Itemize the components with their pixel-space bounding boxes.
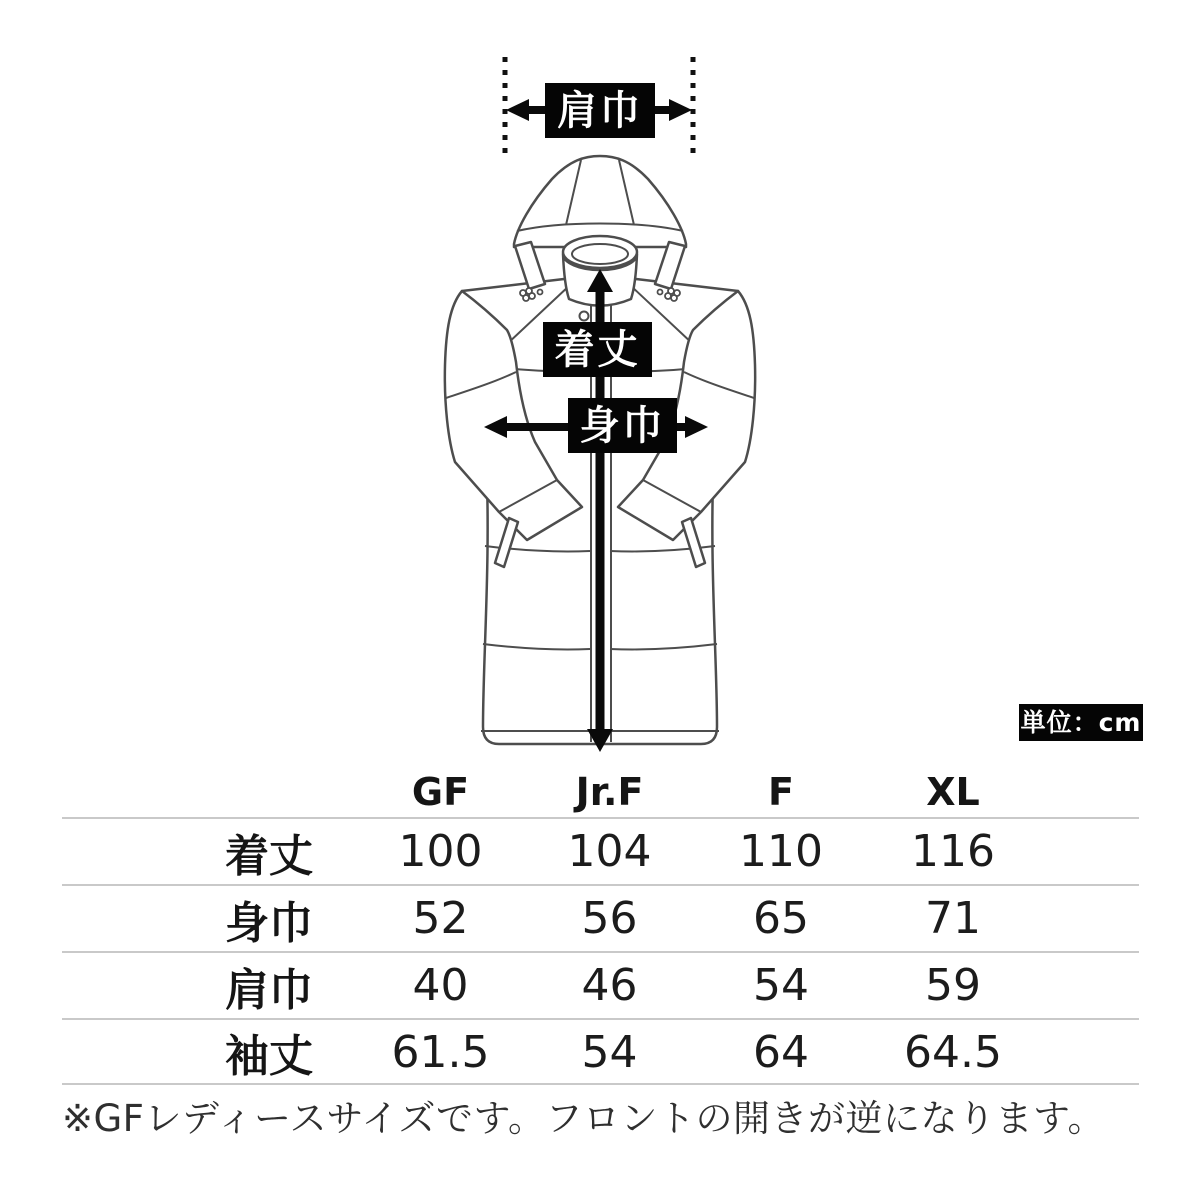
size-table <box>62 766 1139 1085</box>
value-cell: 65 <box>753 893 809 944</box>
row-label: 身巾 <box>225 897 313 949</box>
header-jrf: Jr.F <box>575 769 644 814</box>
unit-badge <box>1019 704 1143 741</box>
header-gf: GF <box>411 769 470 814</box>
size-table-header-row <box>62 766 1139 817</box>
value-cell: 40 <box>412 960 469 1011</box>
body-length-label <box>543 322 652 377</box>
row-label: 着丈 <box>225 830 313 882</box>
note-text: ※GFレディースサイズです。フロントの開きが逆になります。 <box>62 1097 1106 1140</box>
value-cell: 54 <box>753 960 809 1011</box>
hood-strap-left <box>515 242 545 289</box>
value-cell: 100 <box>398 826 483 877</box>
header-f: F <box>768 769 794 814</box>
table-row <box>62 817 1139 884</box>
shoulder-width-label <box>545 83 655 138</box>
value-cell: 52 <box>412 893 469 944</box>
value-cell: 56 <box>581 893 638 944</box>
row-label: 袖丈 <box>225 1031 313 1082</box>
value-cell: 64.5 <box>904 1026 1002 1078</box>
hood <box>514 156 686 247</box>
value-cell: 116 <box>911 826 995 877</box>
table-row <box>62 951 1139 1018</box>
value-cell: 64 <box>753 1026 809 1078</box>
shoulder-width-label-text: 肩巾 <box>557 87 643 134</box>
row-label: 肩巾 <box>225 964 313 1016</box>
table-row <box>62 1018 1139 1085</box>
hood-strap-right <box>655 242 685 289</box>
value-cell: 71 <box>925 893 981 944</box>
value-cell: 59 <box>925 960 981 1011</box>
table-row <box>62 884 1139 951</box>
value-cell: 46 <box>581 960 638 1011</box>
value-cell: 110 <box>739 826 823 877</box>
header-xl: XL <box>926 769 980 814</box>
value-cell: 61.5 <box>391 1026 490 1078</box>
value-cell: 104 <box>567 826 652 877</box>
body-width-label <box>568 398 677 453</box>
body-length-label-text: 着丈 <box>554 326 641 373</box>
value-cell: 54 <box>581 1026 638 1078</box>
unit-badge-text: 単位：cm <box>1020 708 1142 737</box>
body-width-label-text: 身巾 <box>579 402 666 449</box>
snap-button <box>580 312 589 321</box>
